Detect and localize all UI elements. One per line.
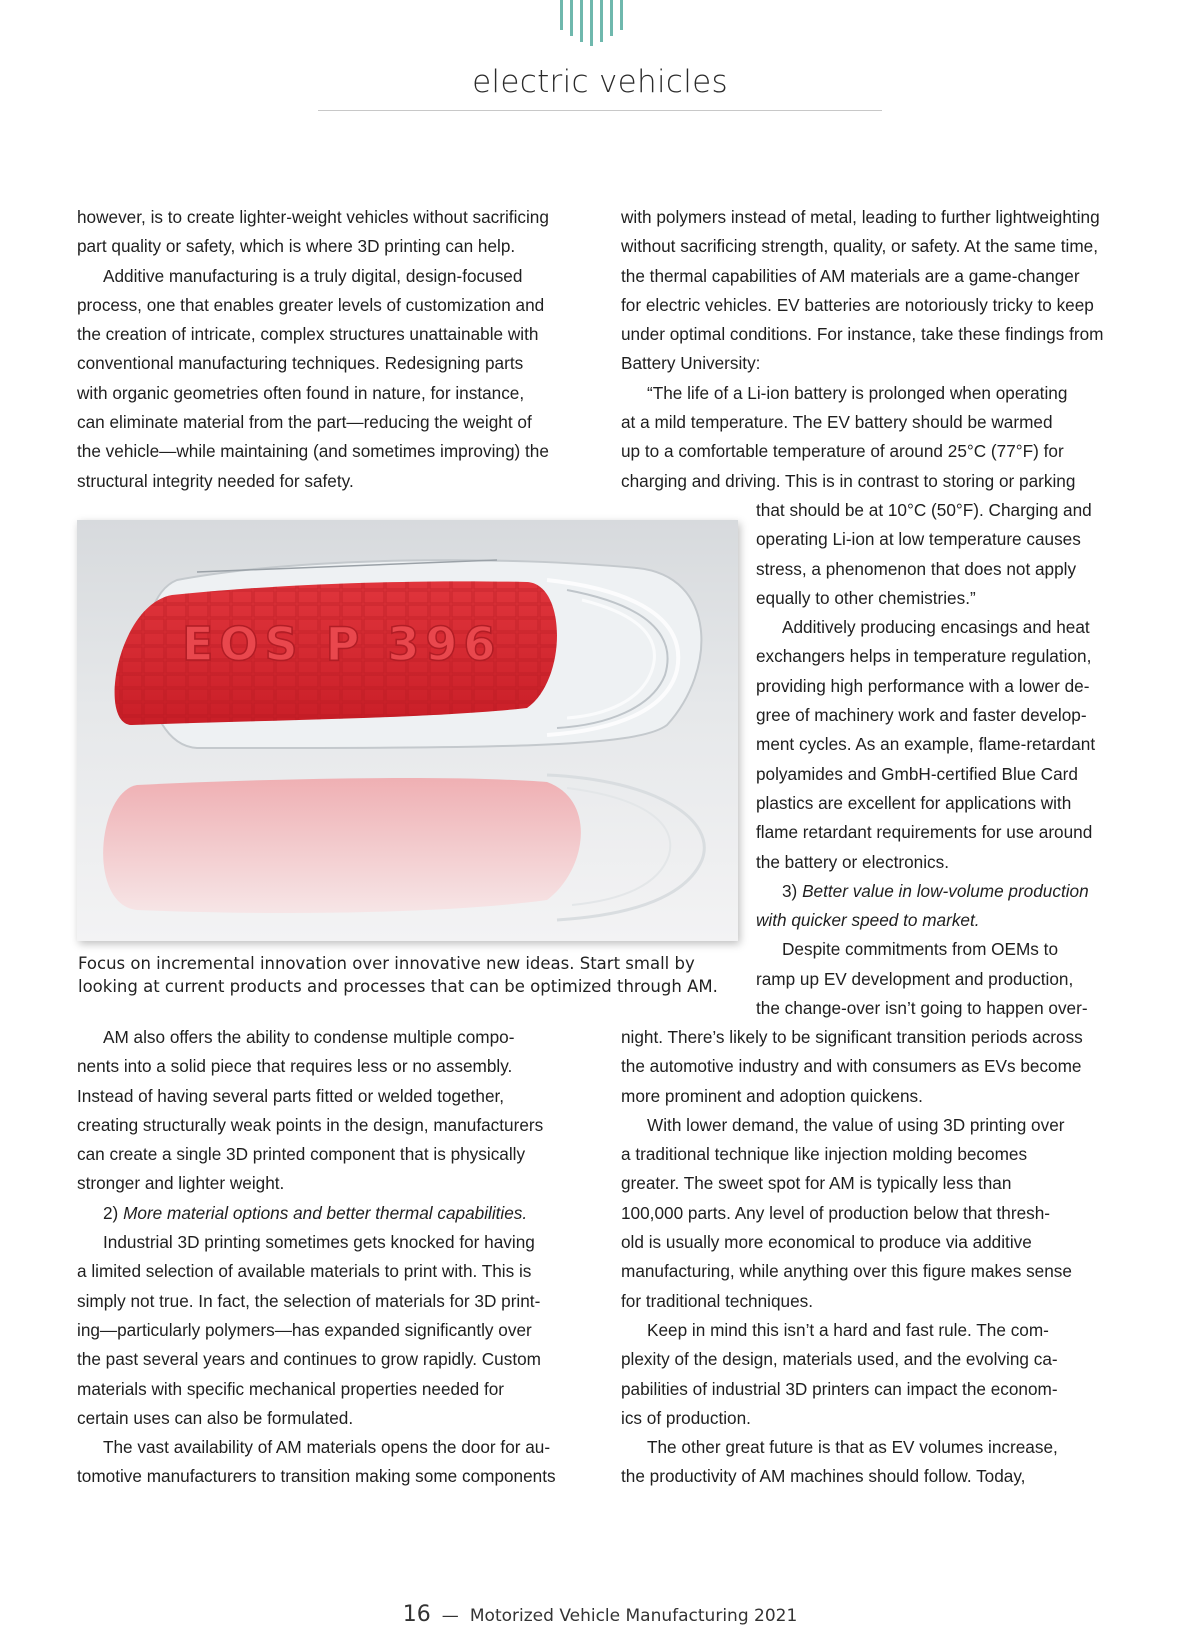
page-footer <box>0 1602 1200 1627</box>
text-line: the productivity of AM machines should follow. Today, <box>621 1466 1026 1487</box>
text-line: simply not true. In fact, the selection of materials for 3D print- <box>77 1290 541 1311</box>
text-line: Despite commitments from OEMs to <box>782 939 1059 960</box>
text-line: without sacrificing strength, quality, or safety. At the same time, <box>621 236 1099 257</box>
text-line: Additively producing encasings and heat <box>782 617 1090 638</box>
text-line: the change-over isn’t going to happen over- <box>756 998 1088 1019</box>
text-line: With lower demand, the value of using 3D printing over <box>647 1114 1065 1135</box>
text-line: materials with specific mechanical properties needed for <box>77 1378 505 1399</box>
text-line: Battery University: <box>621 353 761 374</box>
subheading-text: More material options and better thermal capabilities. <box>123 1202 528 1223</box>
text-line: at a mild temperature. The EV battery should be warmed <box>621 412 1053 433</box>
text-line: the automotive industry and with consumers as EVs become <box>621 1056 1082 1077</box>
text-line: plastics are excellent for applications with <box>756 792 1072 813</box>
text-line: Industrial 3D printing sometimes gets knocked for having <box>103 1232 535 1253</box>
text-line: part quality or safety, which is where 3D printing can help. <box>77 236 516 257</box>
subheading-3 <box>756 877 1095 906</box>
caption-line: looking at current products and processes that can be optimized through AM. <box>78 977 718 996</box>
text-line: a limited selection of available materials to print with. This is <box>77 1261 532 1282</box>
text-line: certain uses can also be formulated. <box>77 1407 354 1428</box>
subheading-number: 3) <box>782 880 803 901</box>
text-line: providing high performance with a lower de- <box>756 675 1090 696</box>
text-line: old is usually more economical to produce via additive <box>621 1232 1032 1253</box>
text-line: greater. The sweet spot for AM is typically less than <box>621 1173 1012 1194</box>
page-number: 16 <box>402 1602 431 1627</box>
text-line: 100,000 parts. Any level of production below that thresh- <box>621 1202 1050 1223</box>
text-line: The other great future is that as EV volumes increase, <box>647 1437 1058 1458</box>
text-line: for traditional techniques. <box>621 1290 814 1311</box>
text-line: charging and driving. This is in contrast to storing or parking <box>621 470 1076 491</box>
subheading-3-cont <box>756 906 1095 935</box>
right-paragraph-1 <box>621 203 1103 496</box>
left-paragraph-2 <box>77 1023 556 1492</box>
embossed-text: EOS P 396 <box>182 617 502 671</box>
text-line: under optimal conditions. For instance, take these findings from <box>621 324 1104 345</box>
text-line: creating structurally weak points in the design, manufacturers <box>77 1114 544 1135</box>
text-line: pabilities of industrial 3D printers can impact the econom- <box>621 1378 1058 1399</box>
text-line: Instead of having several parts fitted or welded together, <box>77 1085 505 1106</box>
text-line: ment cycles. As an example, flame-retardant <box>756 734 1096 755</box>
text-line: for electric vehicles. EV batteries are notoriously tricky to keep <box>621 294 1094 315</box>
text-line: ramp up EV development and production, <box>756 968 1074 989</box>
text-line: gree of machinery work and faster develop- <box>756 705 1087 726</box>
text-line: The vast availability of AM materials opens the door for au- <box>103 1437 551 1458</box>
text-line: exchangers helps in temperature regulation, <box>756 646 1092 667</box>
text-line: “The life of a Li-ion battery is prolonged when operating <box>647 382 1068 403</box>
title-divider <box>318 110 882 111</box>
text-line: Keep in mind this isn’t a hard and fast rule. The com- <box>647 1319 1049 1340</box>
text-line: equally to other chemistries.” <box>756 587 976 608</box>
text-line: up to a comfortable temperature of around 25°C (77°F) for <box>621 441 1064 462</box>
text-line: polyamides and GmbH-certified Blue Card <box>756 763 1078 784</box>
text-line: the creation of intricate, complex structures unattainable with <box>77 324 539 345</box>
text-line: can eliminate material from the part—reducing the weight of <box>77 412 532 433</box>
text-line: ics of production. <box>621 1407 751 1428</box>
text-line: tomotive manufacturers to transition making some components <box>77 1466 556 1487</box>
figure-caption <box>78 952 718 998</box>
text-line: process, one that enables greater levels of customization and <box>77 294 545 315</box>
text-line: structural integrity needed for safety. <box>77 470 354 491</box>
text-line: the thermal capabilities of AM materials are a game-changer <box>621 265 1080 286</box>
text-line: a traditional technique like injection molding becomes <box>621 1144 1028 1165</box>
subheading-number: 2) <box>103 1202 124 1223</box>
subheading-2 <box>77 1199 556 1228</box>
text-line: ing—particularly polymers—has expanded significantly over <box>77 1319 532 1340</box>
text-line: with polymers instead of metal, leading to further lightweighting <box>621 207 1100 227</box>
left-paragraph-1 <box>77 203 549 496</box>
text-line: however, is to create lighter-weight vehicles without sacrificing <box>77 207 549 227</box>
text-line: more prominent and adoption quickens. <box>621 1085 923 1106</box>
text-line: that should be at 10°C (50°F). Charging and <box>756 500 1092 520</box>
header-decoration <box>560 0 640 46</box>
caption-line: Focus on incremental innovation over innovative new ideas. Start small by <box>78 954 695 973</box>
right-narrow-column <box>756 496 1095 1023</box>
section-title: electric vehicles <box>472 64 728 100</box>
text-line: with organic geometries often found in nature, for instance, <box>77 382 525 403</box>
text-line: AM also offers the ability to condense multiple compo- <box>103 1027 515 1047</box>
product-photo <box>77 520 738 941</box>
text-line: night. There’s likely to be significant transition periods across <box>621 1027 1083 1047</box>
text-line: the vehicle—while maintaining (and sometimes improving) the <box>77 441 549 462</box>
publication-name: Motorized Vehicle Manufacturing 2021 <box>469 1606 798 1626</box>
text-line: Additive manufacturing is a truly digital, design-focused <box>103 265 523 286</box>
subheading-text: with quicker speed to market. <box>756 910 980 931</box>
footer-separator: — <box>441 1606 459 1626</box>
text-line: the past several years and continues to grow rapidly. Custom <box>77 1349 541 1370</box>
text-line: operating Li-ion at low temperature causes <box>756 529 1081 550</box>
text-line: the battery or electronics. <box>756 851 949 872</box>
right-paragraph-2 <box>621 1023 1083 1492</box>
text-line: stress, a phenomenon that does not apply <box>756 558 1077 579</box>
text-line: nents into a solid piece that requires less or no assembly. <box>77 1056 513 1077</box>
text-line: can create a single 3D printed component that is physically <box>77 1144 526 1165</box>
text-line: conventional manufacturing techniques. Redesigning parts <box>77 353 524 374</box>
subheading-text: Better value in low-volume production <box>802 880 1089 901</box>
text-line: plexity of the design, materials used, and the evolving ca- <box>621 1349 1058 1370</box>
text-line: stronger and lighter weight. <box>77 1173 285 1194</box>
text-line: flame retardant requirements for use around <box>756 822 1093 843</box>
text-line: manufacturing, while anything over this figure makes sense <box>621 1261 1072 1282</box>
